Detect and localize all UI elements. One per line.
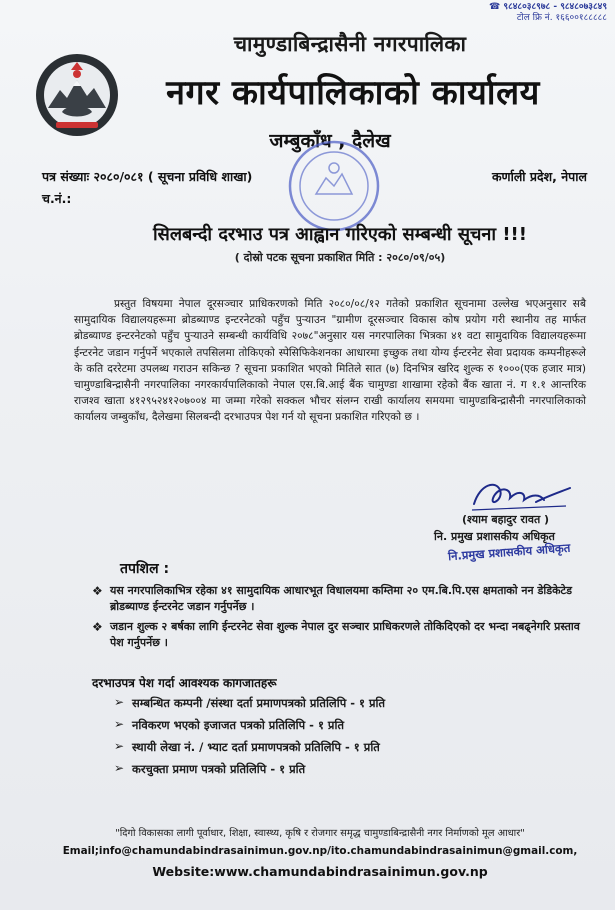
footer-email[interactable]: Email;info@chamundabindrasainimun.gov.np/ito.chamundabindrasainimun@gmail.com, bbox=[62, 845, 578, 857]
signatory-title: नि. प्रमुख प्रशासकीय अधिकृत bbox=[434, 530, 555, 543]
notice-subtitle: ( दोस्रो पटक सूचना प्रकाशित मिति : २०८०/०९/०५) bbox=[234, 251, 446, 264]
document-item bbox=[114, 717, 345, 733]
phone-number-1: ☎ ९८४८०३८९७८ - ९८४८०७३८४९ bbox=[489, 2, 607, 12]
designation-stamp: नि.प्रमुख प्रशासकीय अधिकृत bbox=[447, 540, 571, 564]
signature-icon bbox=[466, 474, 576, 516]
diamond-bullet-icon: ❖ bbox=[92, 584, 103, 598]
document-item bbox=[114, 739, 380, 755]
diamond-bullet-icon: ❖ bbox=[92, 620, 103, 634]
office-seal-stamp-icon bbox=[286, 138, 382, 234]
province-label: कर्णाली प्रदेश, नेपाल bbox=[491, 169, 587, 184]
document-item bbox=[114, 695, 386, 711]
office-name: नगर कार्यपालिकाको कार्यालय bbox=[166, 73, 540, 113]
arrow-bullet-icon: ➢ bbox=[114, 739, 125, 753]
office-location: जम्बुकाँध , दैलेख bbox=[269, 130, 391, 152]
documents-heading: दरभाउपत्र पेश गर्दा आवश्यक कागजातहरू bbox=[92, 676, 277, 690]
arrow-bullet-icon: ➢ bbox=[114, 761, 125, 775]
dispatch-number: च.नं.: bbox=[42, 191, 72, 206]
toll-free-number: टोल फ्रि नं. १६६००१८८८८८ bbox=[516, 13, 607, 23]
document-item-text: सम्बन्धित कम्पनी /संस्था दर्ता प्रमाणपत्रको प्रतिलिपि - १ प्रति bbox=[132, 696, 386, 710]
footer-slogan: "दिगो विकासका लागी पूर्वाधार, शिक्षा, स्वास्थ्य, कृषि र रोजगार समृद्ध चामुण्डाबिन्द्रासैनी नगर निर्माणको मूल आधार" bbox=[115, 828, 525, 839]
signatory-name: (श्याम बहादुर रावत ) bbox=[462, 513, 550, 526]
document-item bbox=[114, 761, 306, 777]
document-item-text: नविकरण भएको इजाजत पत्रको प्रतिलिपि - १ प्रति bbox=[132, 718, 345, 732]
letter-number: पत्र संख्याः २०८०/०८१ ( सूचना प्रविधि शाखा) bbox=[42, 169, 253, 184]
nepal-government-emblem-icon bbox=[34, 52, 120, 138]
municipality-name: चामुण्डाबिन्द्रासैनी नगरपालिका bbox=[233, 32, 467, 56]
schedule-item-text: यस नगरपालिकाभित्र रहेका ४१ सामुदायिक आधारभूत विधालयमा कम्तिमा २० एम.बि.पि.एस क्षमताको नन डेडिकेटेड ब्रोडब्याण्ड ईन्टरनेट जडान गर्नुपर्नेछ । bbox=[110, 584, 572, 613]
notice-body: प्रस्तुत विषयमा नेपाल दूरसञ्चार प्राधिकरणको मिति २०८०/०८/१२ गतेको प्रकाशित सूचनामा उल्लेख भएअनुसार सबै सामुदायिक विद्यालयहरूमा ब्रोडब्याण्ड इन्टरनेटको पहुँच पुऱ्याउन "ग्रामीण दूरसञ्चार विकास कोष प्रयोग गरी स्थानीय तह मार्फत ब्रोडब्याण्ड इन्टरनेटको पहुँच पुऱ्याउने सम्बन्धी कार्यविधि २०७८"अनुसार यस नगरपालिका भित्रका ४१ वटा सामुदायिक विद्यालयहरूमा ईन्टरनेट जडान गर्नुपर्ने भएकाले तपसिलमा तोकिएको स्पेसिफिकेशनका आधारमा इच्छुक तथा योग्य ईन्टरनेट सेवा प्रदायक कम्पनीहरूले के कति दररेटमा उपलब्ध गराउन सकिन्छ ? सूचना प्रकाशित भएको मितिले सात (७) दिनभित्र खरिद शुल्क रु १०००(एक हजार मात्र) चामुण्डाबिन्द्रासैनी नगरपालिका नगरकार्यपालिकाको नेपाल एस.बि.आई बैंक चामुण्डा शाखामा रहेको बैंक खाता नं. ग १.१ आन्तरिक राजश्व खाता ४१२९५२४१२०७००४ मा जम्मा गरेको सक्कल भौचर संलग्न राखी कार्यालय समयमा चामुण्डाबिन्द्रासैनी नगरपालिकाको कार्यालय जम्बुकाँध, दैलेखमा सिलबन्दी दरभाउपत्र पेश गर्न यो सूचना प्रकाशित गरिएको छ । bbox=[74, 298, 586, 424]
notice-title: सिलबन्दी दरभाउ पत्र आह्वान गरिएको सम्बन्धी सूचना !!! bbox=[153, 224, 527, 245]
schedule-item bbox=[92, 619, 580, 651]
document-item-text: करचुक्ता प्रमाण पत्रको प्रतिलिपि - १ प्रति bbox=[132, 762, 306, 776]
schedule-item bbox=[92, 583, 580, 615]
arrow-bullet-icon: ➢ bbox=[114, 717, 125, 731]
arrow-bullet-icon: ➢ bbox=[114, 695, 125, 709]
footer-website[interactable]: Website:www.chamundabindrasainimun.gov.np bbox=[152, 864, 488, 879]
contact-numbers bbox=[489, 2, 607, 24]
schedule-item-text: जडान शुल्क २ बर्षका लागि ईन्टरनेट सेवा शुल्क नेपाल दुर सञ्चार प्राधिकरणले तोकिदिएको दर भन्दा नबढ्नेगरि प्रस्ताव पेश गर्नुपर्नेछ । bbox=[110, 620, 580, 649]
document-item-text: स्थायी लेखा नं. / भ्याट दर्ता प्रमाणपत्रको प्रतिलिपि - १ प्रति bbox=[132, 740, 380, 754]
schedule-heading: तपशिल : bbox=[120, 561, 170, 577]
